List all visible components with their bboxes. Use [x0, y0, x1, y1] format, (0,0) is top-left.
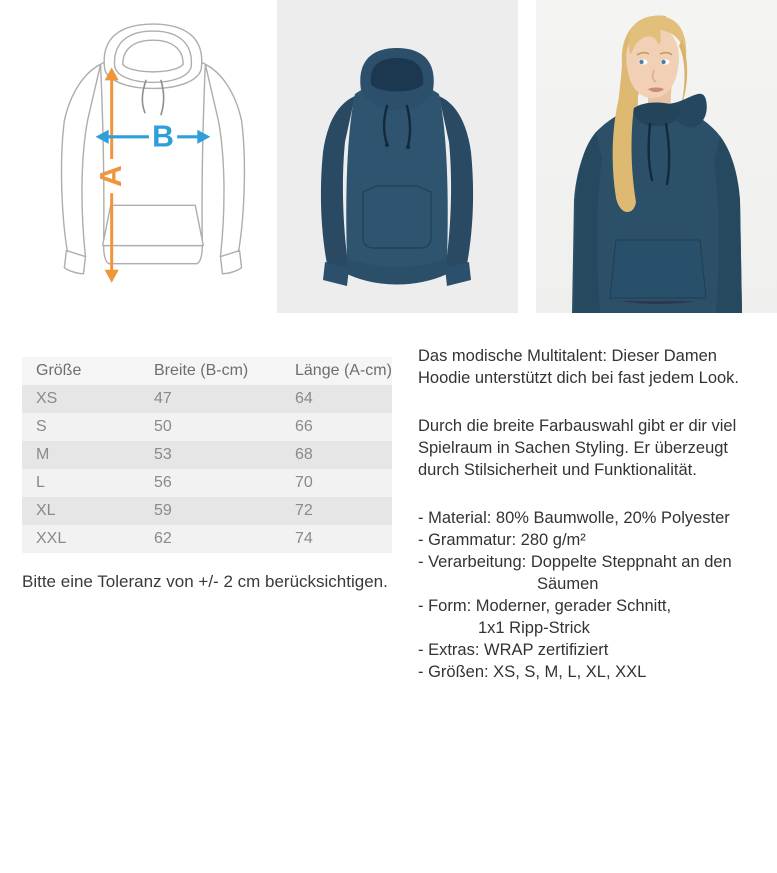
description-line: durch Stilsicherheit und Funktionalität.	[418, 461, 697, 479]
tolerance-note: Bitte eine Toleranz von +/- 2 cm berücksichtigen.	[22, 572, 388, 591]
size-table-cell: 70	[281, 469, 392, 497]
model-pocket	[610, 240, 706, 298]
size-measurement-diagram	[52, 18, 264, 312]
description-line: 1x1 Ripp-Strick	[478, 619, 590, 637]
size-table-cell: 50	[140, 413, 281, 441]
size-table-header-row	[22, 357, 392, 385]
flat-hood-opening	[371, 58, 424, 92]
measure-label-b: B	[152, 120, 174, 154]
description-line: - Material: 80% Baumwolle, 20% Polyester	[418, 509, 730, 527]
size-table-cell: 64	[281, 385, 392, 413]
size-table-cell: XXL	[22, 525, 140, 553]
size-table-cell: S	[22, 413, 140, 441]
size-table-cell: 62	[140, 525, 281, 553]
description-block	[418, 415, 770, 481]
description-block	[418, 345, 770, 389]
description-line: - Grammatur: 280 g/m²	[418, 531, 586, 549]
sketch-hood-opening	[123, 40, 183, 72]
description-line: - Größen: XS, S, M, L, XL, XXL	[418, 663, 647, 681]
description-line: Hoodie unterstützt dich bei fast jedem Look.	[418, 369, 740, 387]
size-table-row	[22, 469, 392, 497]
size-table-row	[22, 497, 392, 525]
size-table-body	[22, 385, 392, 553]
hoodie-sketch-icon	[52, 18, 264, 312]
description-line: Spielraum in Sachen Styling. Er überzeugt	[418, 439, 729, 457]
description-line: - Form: Moderner, gerader Schnitt,	[418, 597, 672, 615]
size-table-row	[22, 413, 392, 441]
size-table-cell: 72	[281, 497, 392, 525]
size-table-cell: M	[22, 441, 140, 469]
sketch-left-sleeve	[62, 64, 101, 256]
size-table-cell: 74	[281, 525, 392, 553]
sketch-pocket	[103, 205, 204, 245]
size-table-header-cell: Länge (A-cm)	[281, 357, 392, 385]
description-line: Durch die breite Farbauswahl gibt er dir viel	[418, 417, 737, 435]
sketch-right-sleeve	[205, 64, 244, 256]
size-table-cell: 59	[140, 497, 281, 525]
model-image	[536, 0, 777, 313]
flat-aglet	[385, 143, 389, 147]
product-description	[418, 345, 770, 683]
size-table	[22, 357, 392, 553]
size-table-cell: L	[22, 469, 140, 497]
measure-label-a: A	[95, 165, 129, 187]
size-table-header-cell: Breite (B-cm)	[140, 357, 281, 385]
size-table-cell: 56	[140, 469, 281, 497]
product-photo-flat	[277, 0, 518, 313]
flat-pocket	[363, 186, 431, 248]
description-line: Das modische Multitalent: Dieser Damen	[418, 347, 717, 365]
size-table-cell: 68	[281, 441, 392, 469]
description-line: - Extras: WRAP zertifiziert	[418, 641, 609, 659]
size-table-cell: 47	[140, 385, 281, 413]
size-table-cell: 53	[140, 441, 281, 469]
size-table-row	[22, 525, 392, 553]
size-table-cell: 66	[281, 413, 392, 441]
description-block	[418, 507, 770, 683]
size-table-header-cell: Größe	[22, 357, 140, 385]
size-table-cell: XS	[22, 385, 140, 413]
size-table-row	[22, 441, 392, 469]
product-photo-model	[536, 0, 777, 313]
flat-aglet	[406, 145, 410, 149]
sketch-hem-band	[104, 246, 203, 264]
description-line: Säumen	[537, 575, 599, 593]
size-table-cell: XL	[22, 497, 140, 525]
hoodie-flat-image	[277, 0, 518, 313]
description-line: - Verarbeitung: Doppelte Steppnaht an den	[418, 553, 732, 571]
size-table-row	[22, 385, 392, 413]
